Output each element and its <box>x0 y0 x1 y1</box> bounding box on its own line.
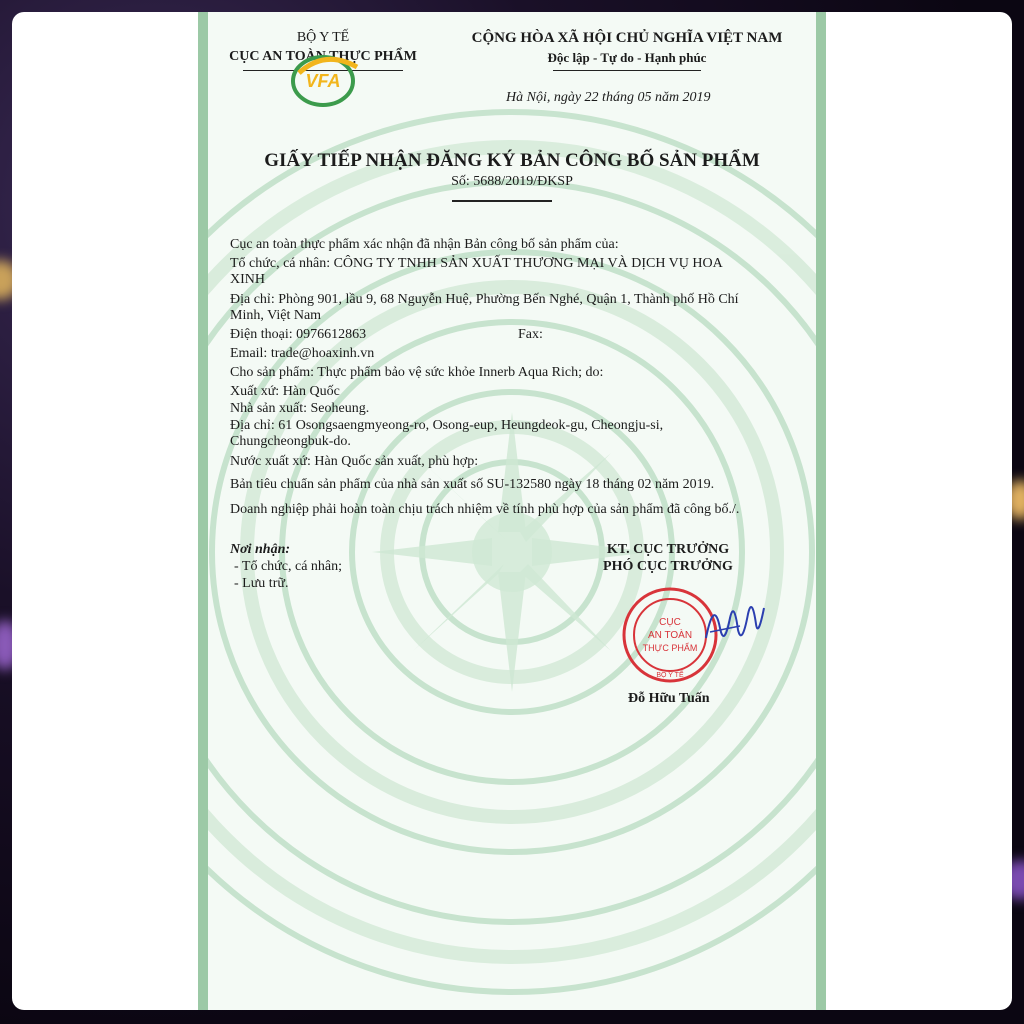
signatory-title: KT. CỤC TRƯỞNG <box>606 542 730 557</box>
recipient-item: - Lưu trữ. <box>234 576 289 591</box>
origin-line: Xuất xứ: Hàn Quốc <box>230 384 340 399</box>
address-line-cont: Minh, Việt Nam <box>230 308 322 323</box>
country-origin-line: Nước xuất xứ: Hàn Quốc sản xuất, phù hợp: <box>230 454 479 469</box>
date-place: Hà Nội, ngày 22 tháng 05 năm 2019 <box>506 90 711 105</box>
country-name: CỘNG HÒA XÃ HỘI CHỦ NGHĨA VIỆT NAM <box>471 30 783 46</box>
intro-text: Cục an toàn thực phẩm xác nhận đã nhận Bản công bố sản phẩm của: <box>230 237 619 252</box>
motto-underline <box>553 70 701 71</box>
address-line: Địa chỉ: Phòng 901, lầu 9, 68 Nguyễn Huệ, Phường Bến Nghé, Quận 1, Thành phố Hồ Chí <box>230 292 739 307</box>
svg-text:THỰC PHẨM: THỰC PHẨM <box>642 643 698 653</box>
certificate-document <box>198 12 826 1010</box>
document-number: Số: 5688/2019/ĐKSP <box>451 174 573 189</box>
manufacturer-address: Địa chỉ: 61 Osongsaengmyeong-ro, Osong-eup, Heungdeok-gu, Cheongju-si, <box>230 418 664 433</box>
national-motto: Độc lập - Tự do - Hạnh phúc <box>547 50 707 65</box>
svg-text:AN TOÀN: AN TOÀN <box>647 630 693 641</box>
fax-label: Fax: <box>518 327 543 342</box>
svg-text:CỤC: CỤC <box>659 617 681 628</box>
product-line: Cho sản phẩm: Thực phẩm bảo vệ sức khỏe Innerb Aqua Rich; do: <box>230 365 604 380</box>
document-title: GIẤY TIẾP NHẬN ĐĂNG KÝ BẢN CÔNG BỐ SẢN PHẨM <box>264 150 760 171</box>
organization-line-cont: XINH <box>230 272 265 287</box>
responsibility-line: Doanh nghiệp phải hoàn toàn chịu trách nhiệm về tính phù hợp của sản phẩm đã công bố./. <box>230 502 740 517</box>
signer-name: Đỗ Hữu Tuấn <box>628 691 710 706</box>
department-name: CỤC AN TOÀN THỰC PHẨM <box>229 49 417 64</box>
recipients-heading: Nơi nhận: <box>230 542 291 557</box>
email-address: Email: trade@hoaxinh.vn <box>230 346 375 361</box>
standard-line: Bản tiêu chuẩn sản phẩm của nhà sản xuất số SU-132580 ngày 18 tháng 02 năm 2019. <box>230 477 715 492</box>
svg-text:BỘ Y TẾ: BỘ Y TẾ <box>656 672 684 679</box>
handwritten-signature <box>700 588 770 658</box>
svg-text:VFA: VFA <box>305 71 341 91</box>
title-underline <box>452 200 552 202</box>
vfa-logo <box>285 45 365 111</box>
manufacturer-line: Nhà sản xuất: Seoheung. <box>230 401 370 416</box>
signatory-position: PHÓ CỤC TRƯỞNG <box>603 559 733 574</box>
organization-line: Tổ chức, cá nhân: CÔNG TY TNHH SẢN XUẤT THƯƠNG MẠI VÀ DỊCH VỤ HOA <box>230 256 723 271</box>
phone-number: Điện thoại: 0976612863 <box>230 327 367 342</box>
recipient-item: - Tổ chức, cá nhân; <box>234 559 343 574</box>
ministry-name: BỘ Y TẾ <box>296 30 350 45</box>
manufacturer-address-cont: Chungcheongbuk-do. <box>230 434 351 449</box>
